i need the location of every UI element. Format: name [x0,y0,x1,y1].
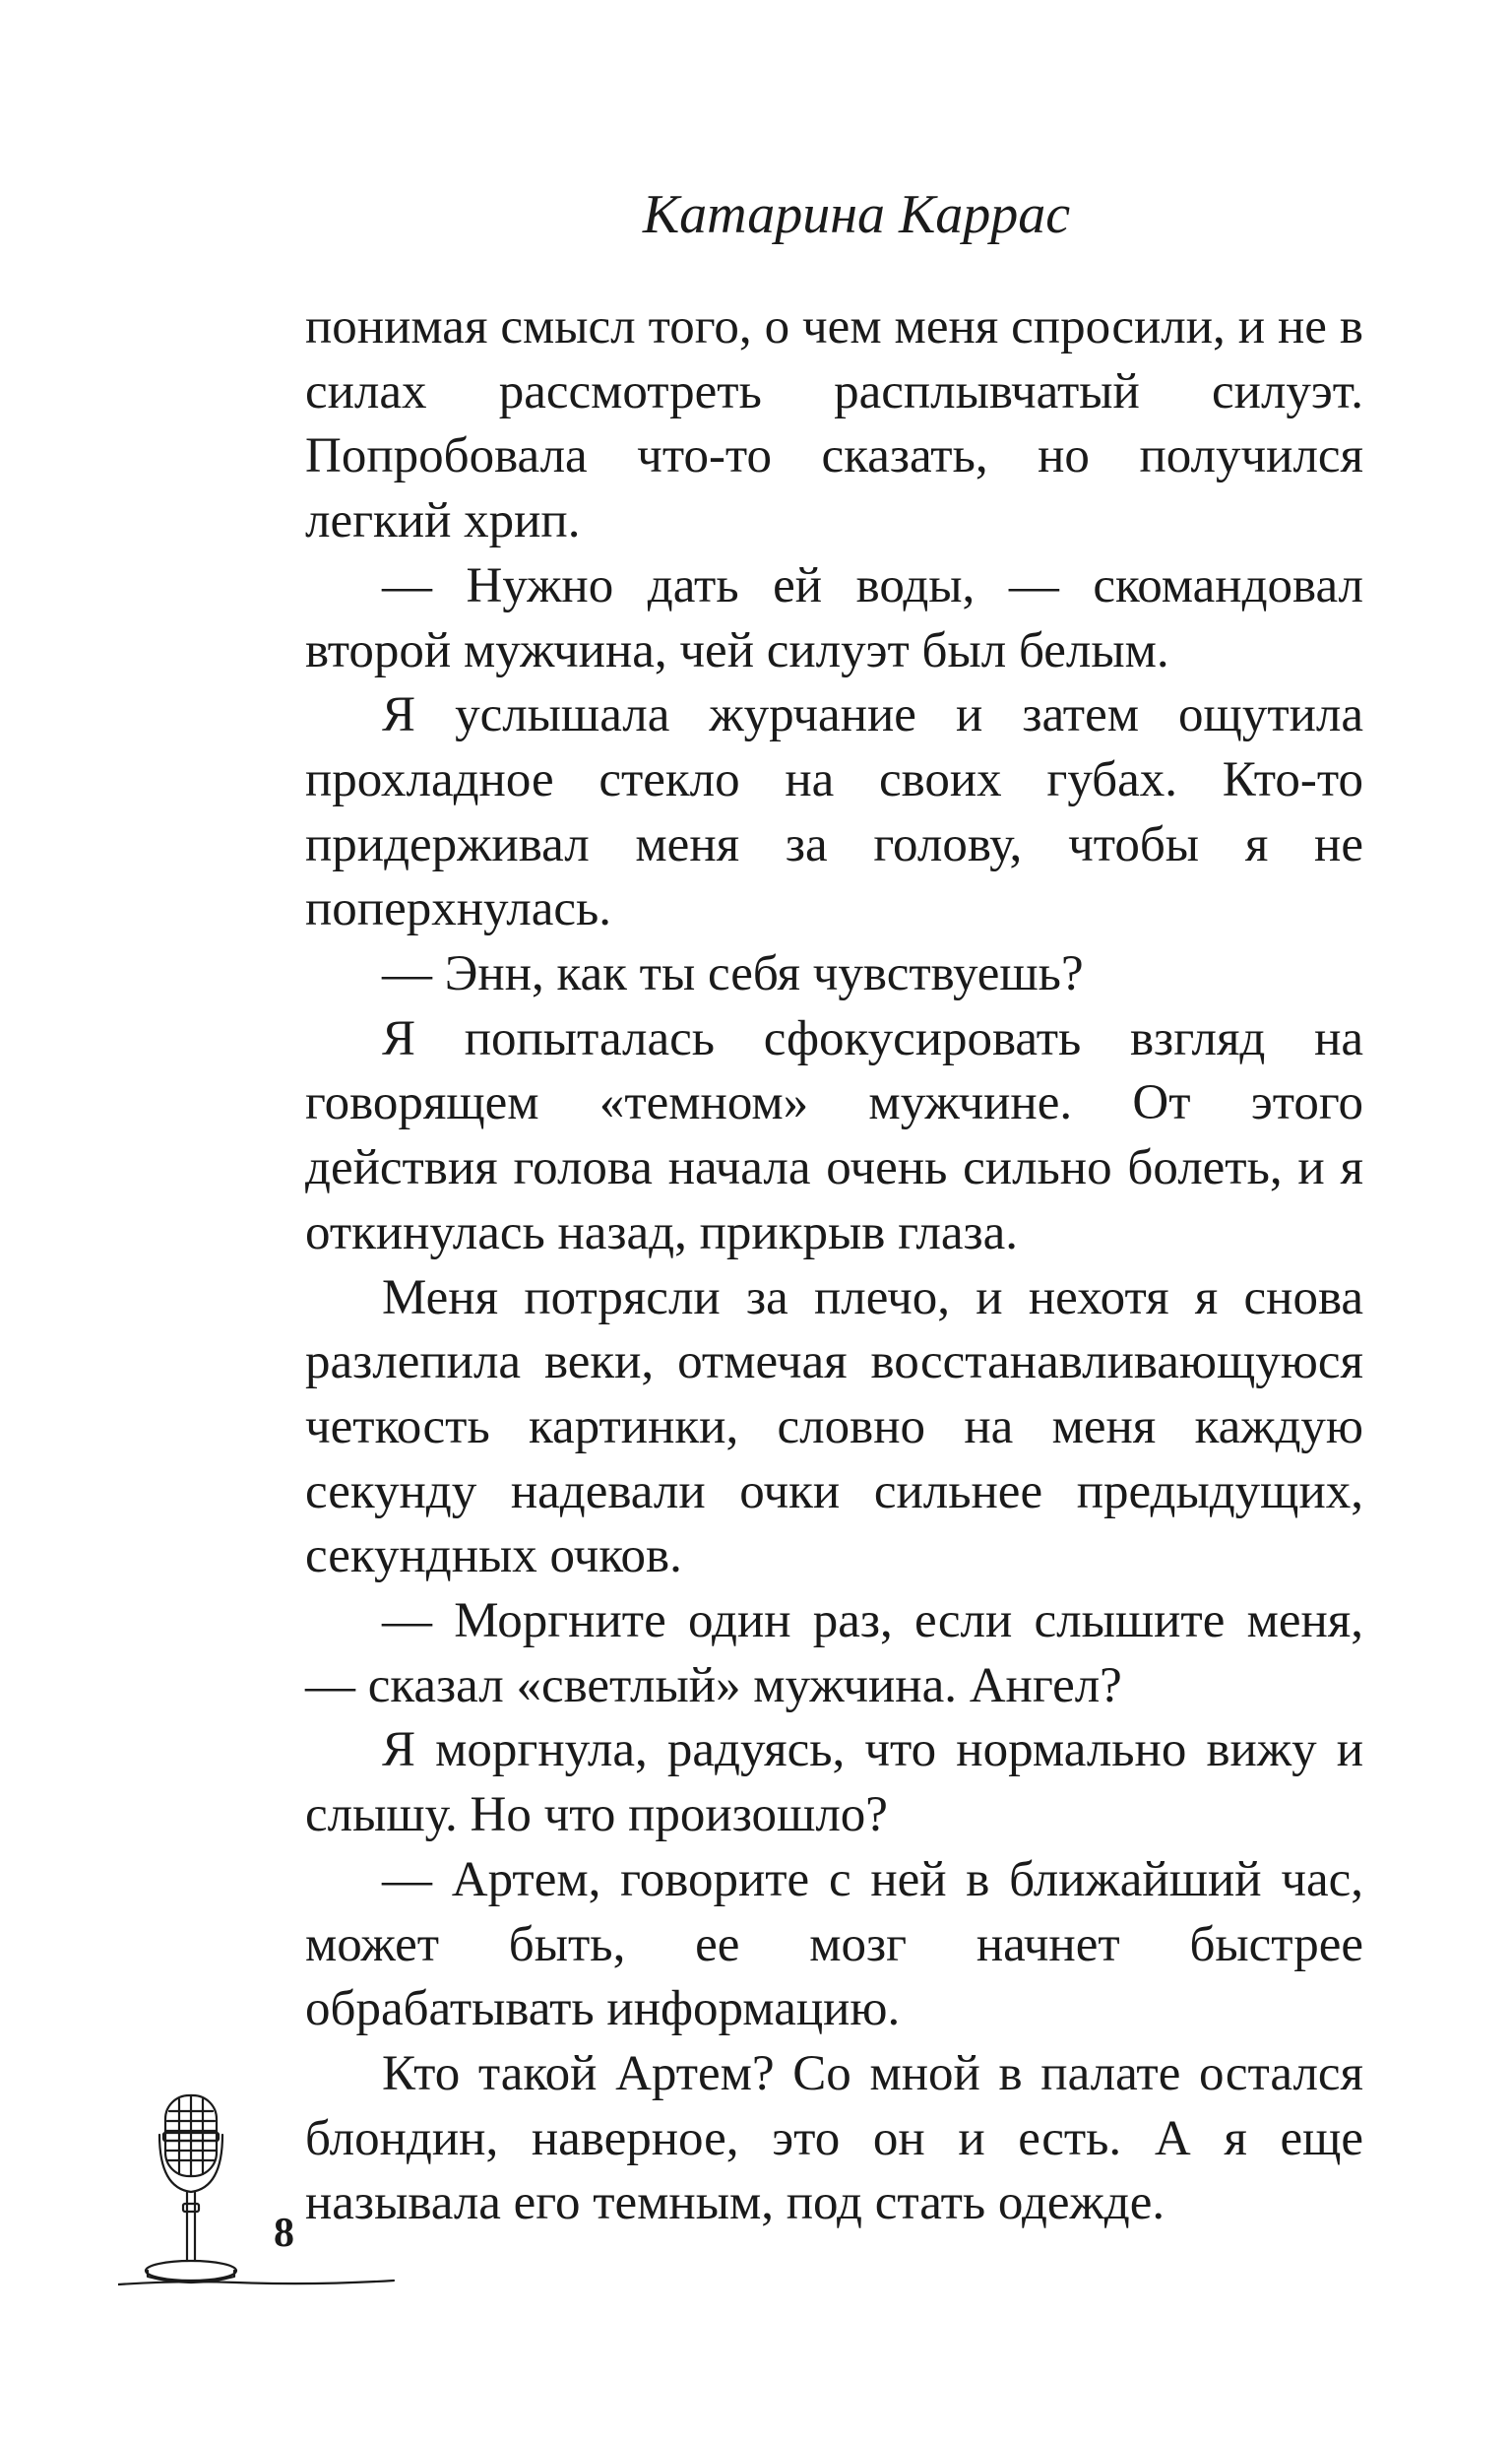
paragraph: понимая смысл того, о чем меня спросили, и не в силах рассмотреть расплывчатый силуэт. Попробовала что-то сказать, но получился легкий хрип. [305,299,1363,549]
paragraph: Меня потрясли за плечо, и нехотя я снова разлепила веки, отмечая восстанавливающуюся четкость картинки, словно на меня каждую секунду надевали очки сильнее предыдущих, секундных очков. [305,1269,1363,1584]
body-text [305,295,1363,2236]
page-number: 8 [274,2211,294,2256]
microphone-icon [118,2078,413,2294]
paragraph: Я услышала журчание и затем ощутила прохладное стекло на своих губах. Кто-то придерживал меня за голову, чтобы я не поперхнулась. [305,687,1363,937]
paragraph: Я моргнула, радуясь, что нормально вижу и слышу. Но что произошло? [305,1722,1363,1843]
paragraph: Я попыталась сфокусировать взгляд на говорящем «темном» мужчине. От этого действия голова начала очень сильно болеть, и я откинулась назад, прикрыв глаза. [305,1010,1363,1260]
paragraph: Кто такой Артем? Со мной в палате остался блондин, наверное, это он и есть. А я еще называла его темным, под стать одежде. [305,2045,1363,2231]
paragraph: — Энн, как ты себя чувствуешь? [382,946,1084,1002]
paragraph: — Артем, говорите с ней в ближайший час, может быть, ее мозг начнет быстрее обрабатывать информацию. [305,1851,1363,2037]
running-header-author: Катарина Каррас [642,184,1071,245]
paragraph: — Нужно дать ей воды, — скомандовал второй мужчина, чей силуэт был белым. [305,557,1363,678]
paragraph: — Моргните один раз, если слышите меня, — сказал «светлый» мужчина. Ангел? [305,1593,1363,1713]
